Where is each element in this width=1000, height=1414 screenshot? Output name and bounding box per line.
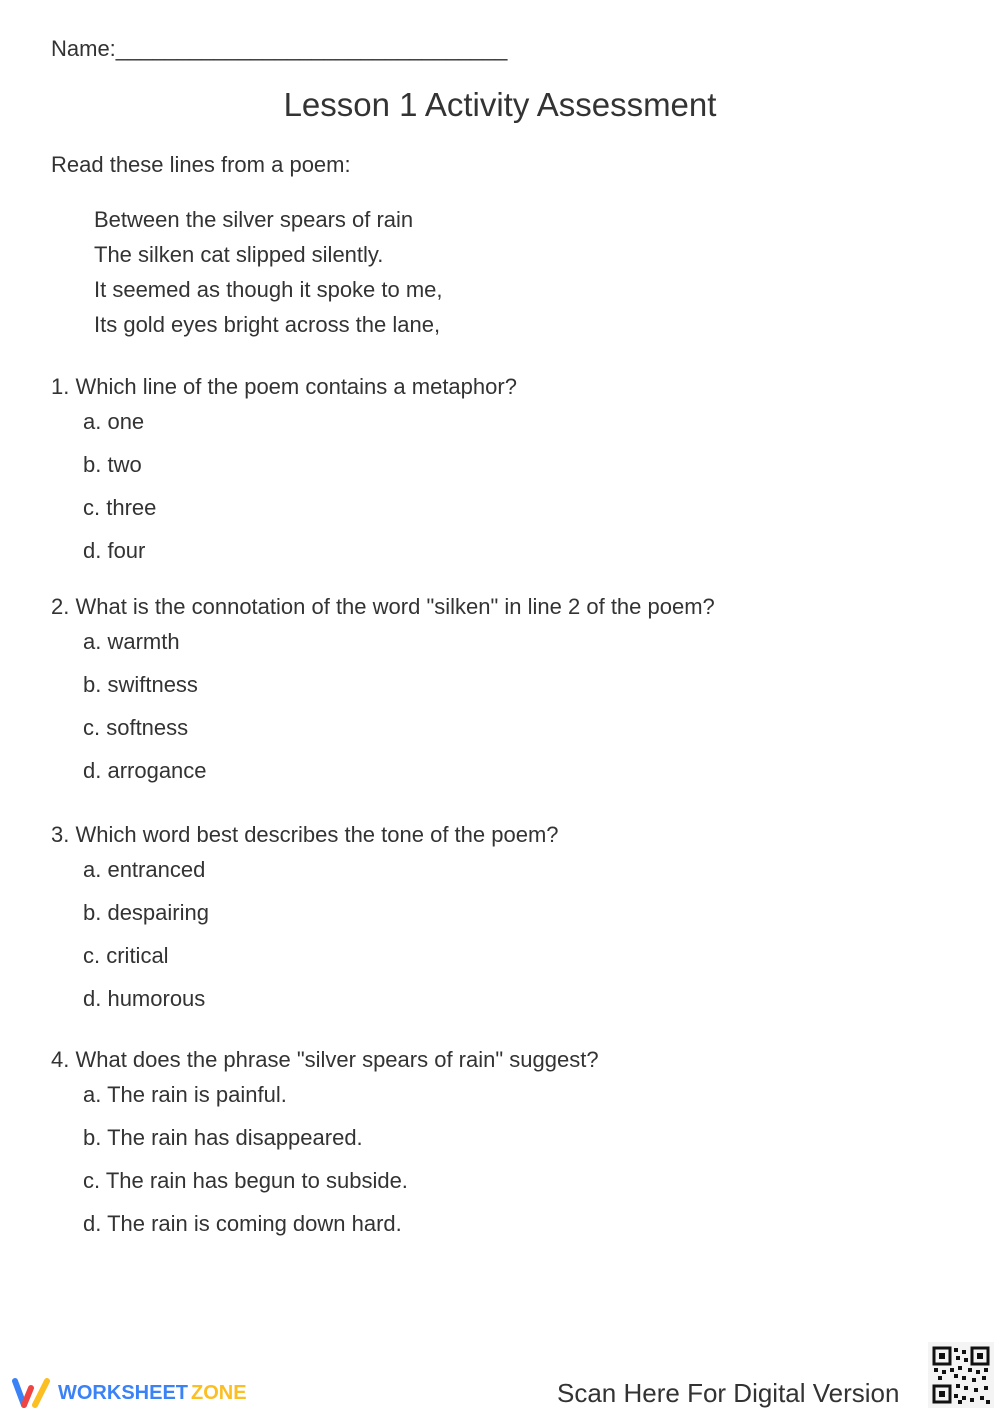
answer-option: b. despairing <box>83 900 209 925</box>
poem-excerpt <box>94 202 443 342</box>
scan-instruction: Scan Here For Digital Version <box>557 1378 900 1408</box>
answer-option: c. The rain has begun to subside. <box>83 1168 408 1193</box>
answer-option: b. swiftness <box>83 672 198 697</box>
answer-option: a. warmth <box>83 629 180 654</box>
page-title: Lesson 1 Activity Assessment <box>283 86 717 123</box>
answer-option: d. The rain is coming down hard. <box>83 1211 402 1236</box>
answer-option: c. critical <box>83 943 169 968</box>
poem-line: Its gold eyes bright across the lane, <box>94 312 441 337</box>
poem-line: It seemed as though it spoke to me, <box>94 277 443 302</box>
answer-option: b. two <box>83 452 142 477</box>
poem-line: The silken cat slipped silently. <box>94 242 384 267</box>
answer-option: a. one <box>83 409 145 434</box>
question-3 <box>51 822 559 1020</box>
answer-option: c. three <box>83 495 157 520</box>
answer-options <box>83 1073 599 1245</box>
logo-wordmark <box>58 1382 247 1405</box>
answer-option: a. entranced <box>83 857 206 882</box>
answer-options <box>83 620 715 792</box>
answer-option: d. four <box>83 538 146 563</box>
poem-intro: Read these lines from a poem: <box>51 152 351 177</box>
answer-options <box>83 400 517 572</box>
answer-option: b. The rain has disappeared. <box>83 1125 363 1150</box>
logo-text-zone: ZONE <box>191 1381 247 1404</box>
answer-options <box>83 848 559 1020</box>
question-4 <box>51 1047 599 1245</box>
answer-option: c. softness <box>83 715 189 740</box>
question-text: 3. Which word best describes the tone of the poem? <box>51 822 559 847</box>
question-1 <box>51 374 517 572</box>
question-text: 2. What is the connotation of the word "silken" in line 2 of the poem? <box>51 594 715 619</box>
qr-code-icon[interactable] <box>928 1342 994 1408</box>
answer-option: d. arrogance <box>83 758 207 783</box>
question-2 <box>51 594 715 792</box>
name-field-label: Name:________________________________ <box>51 36 508 61</box>
answer-option: a. The rain is painful. <box>83 1082 287 1107</box>
question-text: 4. What does the phrase "silver spears of rain" suggest? <box>51 1047 599 1072</box>
logo-text-worksheet: WORKSHEET <box>58 1381 188 1404</box>
question-text: 1. Which line of the poem contains a metaphor? <box>51 374 517 399</box>
logo-w-icon <box>10 1376 52 1410</box>
poem-line: Between the silver spears of rain <box>94 207 414 232</box>
worksheetzone-logo <box>10 1376 247 1410</box>
answer-option: d. humorous <box>83 986 206 1011</box>
